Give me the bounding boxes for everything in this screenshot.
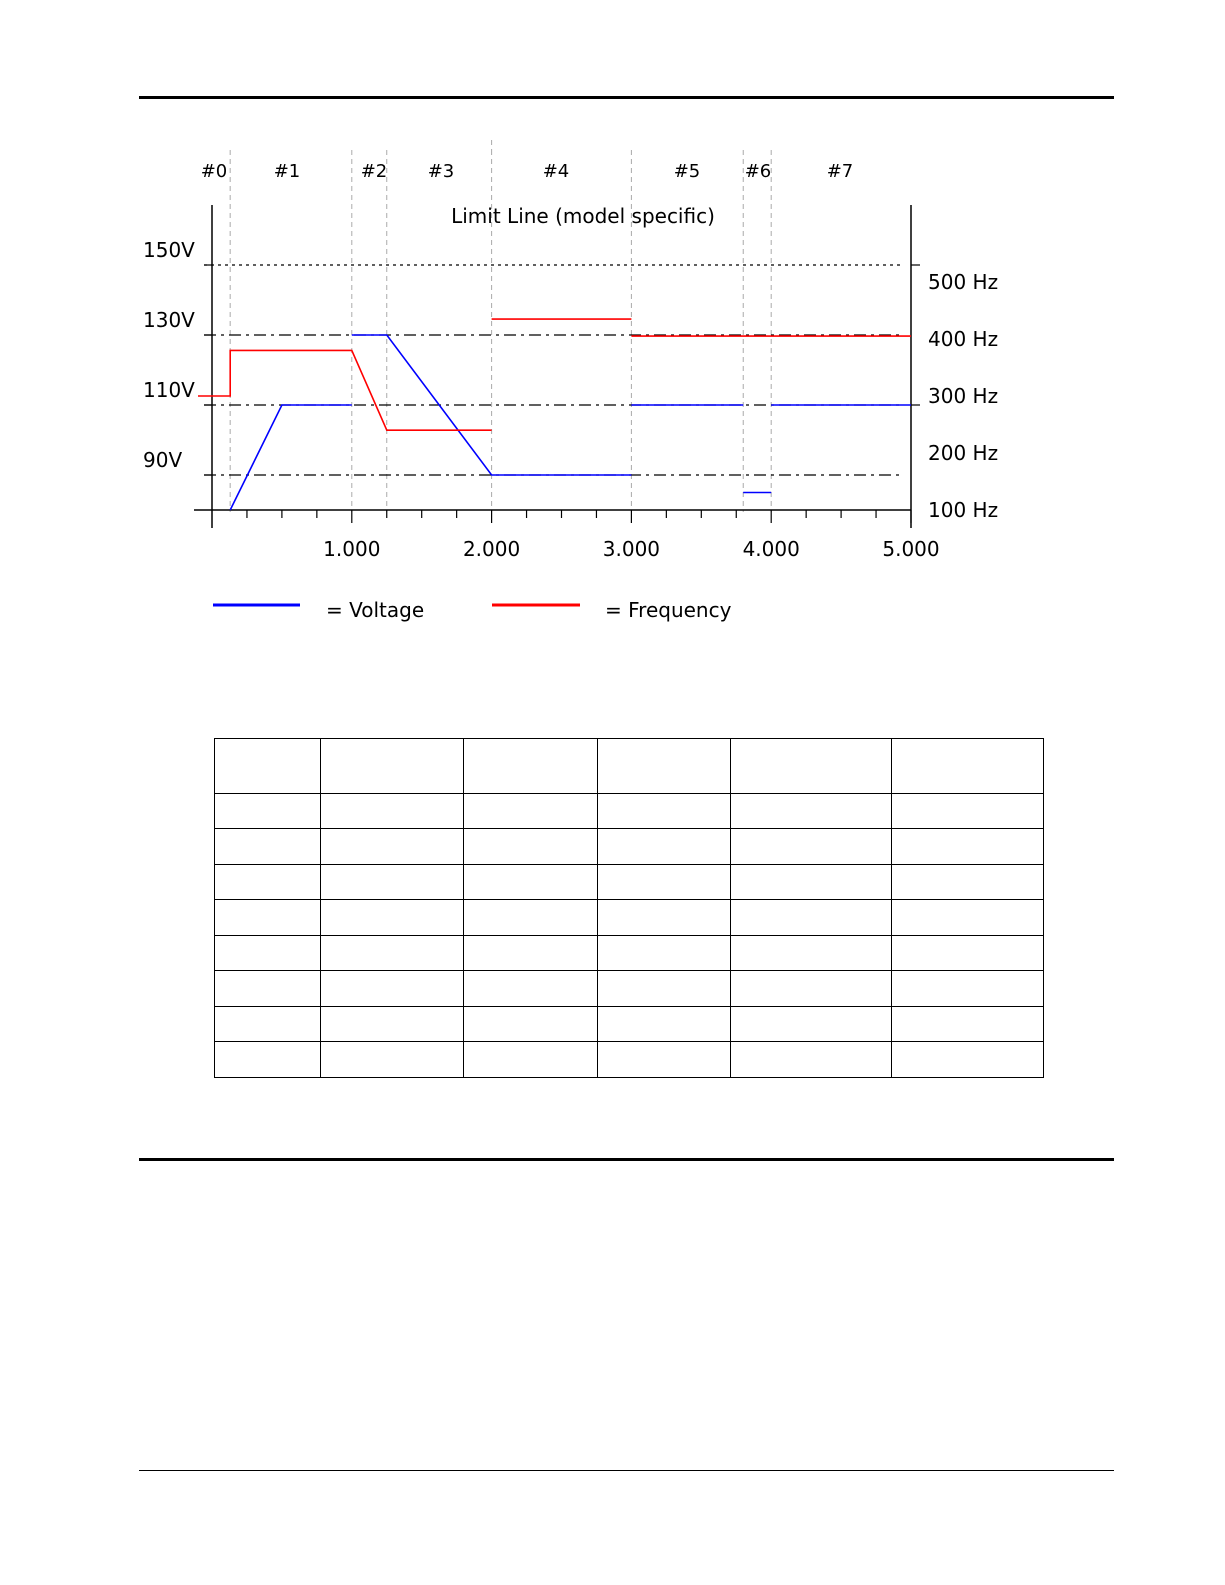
x-tick-label-2: 3.000 [602,537,661,561]
legend-label-0: = Voltage [326,598,425,622]
y-left-tick-label-3: 90V [143,448,183,472]
table-cell [731,739,892,794]
table-row [215,971,1044,1007]
table-row [215,935,1044,971]
table-cell [215,1006,321,1042]
y-left-tick-label-0: 150V [143,238,195,262]
segment-label-7: #7 [826,161,854,182]
segment-label-2: #2 [360,161,388,182]
table-cell [892,935,1044,971]
table-cell [892,1042,1044,1078]
table-cell [215,829,321,865]
y-right-tick-label-3: 200 Hz [928,441,999,465]
mid-rule [139,1158,1114,1161]
table-cell [598,864,731,900]
table-cell [321,1042,464,1078]
table-cell [731,793,892,829]
x-tick-label-4: 5.000 [882,537,940,561]
segment-label-1: #1 [273,161,301,182]
table-cell [321,829,464,865]
table-cell [731,864,892,900]
table-cell [892,739,1044,794]
x-tick-label-1: 2.000 [462,537,521,561]
table-cell [215,971,321,1007]
table-cell [464,864,598,900]
segment-label-0: #0 [200,161,228,182]
table-cell [892,829,1044,865]
table-cell [464,935,598,971]
table-cell [892,971,1044,1007]
table-cell [321,793,464,829]
table-cell [892,900,1044,936]
y-left-tick-label-2: 110V [143,378,195,402]
table-cell [731,971,892,1007]
table-cell [598,1042,731,1078]
table-cell [464,1042,598,1078]
table-cell [464,829,598,865]
segment-label-5: #5 [673,161,701,182]
table-row [215,900,1044,936]
table-row [215,829,1044,865]
table-cell [598,829,731,865]
table-cell [321,864,464,900]
table-cell [731,1006,892,1042]
table-cell [464,739,598,794]
table-cell [892,1006,1044,1042]
table-cell [321,971,464,1007]
table-cell [321,739,464,794]
table-row [215,1006,1044,1042]
y-right-tick-label-4: 100 Hz [928,498,999,522]
table-cell [215,935,321,971]
table-row [215,1042,1044,1078]
table-cell [464,971,598,1007]
table-cell [215,793,321,829]
x-tick-label-3: 4.000 [742,537,800,561]
y-right-tick-label-0: 500 Hz [928,270,999,294]
table-cell [731,829,892,865]
segment-label-3: #3 [427,161,455,182]
limit-line-label: Limit Line (model specific) [451,204,715,228]
table-cell [731,1042,892,1078]
table-cell [464,793,598,829]
table-cell [598,935,731,971]
segment-label-4: #4 [542,161,570,182]
table-cell [731,900,892,936]
table-cell [598,793,731,829]
table-row [215,793,1044,829]
table-cell [321,935,464,971]
table-cell [464,1006,598,1042]
table-cell [598,739,731,794]
table-cell [731,935,892,971]
table-cell [215,900,321,936]
voltage-frequency-chart [0,0,1225,660]
table-cell [321,1006,464,1042]
y-right-tick-label-2: 300 Hz [928,384,999,408]
table-cell [598,900,731,936]
table-cell [892,793,1044,829]
series-voltage-line [230,335,911,510]
footer-rule [139,1470,1114,1471]
table-cell [464,900,598,936]
table-cell [321,900,464,936]
series-frequency-line [198,319,911,430]
table-cell [892,864,1044,900]
y-right-tick-label-1: 400 Hz [928,327,999,351]
table-cell [215,864,321,900]
y-left-tick-label-1: 130V [143,308,195,332]
table-cell [215,1042,321,1078]
segment-label-6: #6 [744,161,772,182]
table-row [215,864,1044,900]
sequence-table [214,738,1044,1078]
legend-label-1: = Frequency [605,598,732,622]
table-cell [598,1006,731,1042]
table-header-row [215,739,1044,794]
x-tick-label-0: 1.000 [323,537,381,561]
table-cell [598,971,731,1007]
table-cell [215,739,321,794]
